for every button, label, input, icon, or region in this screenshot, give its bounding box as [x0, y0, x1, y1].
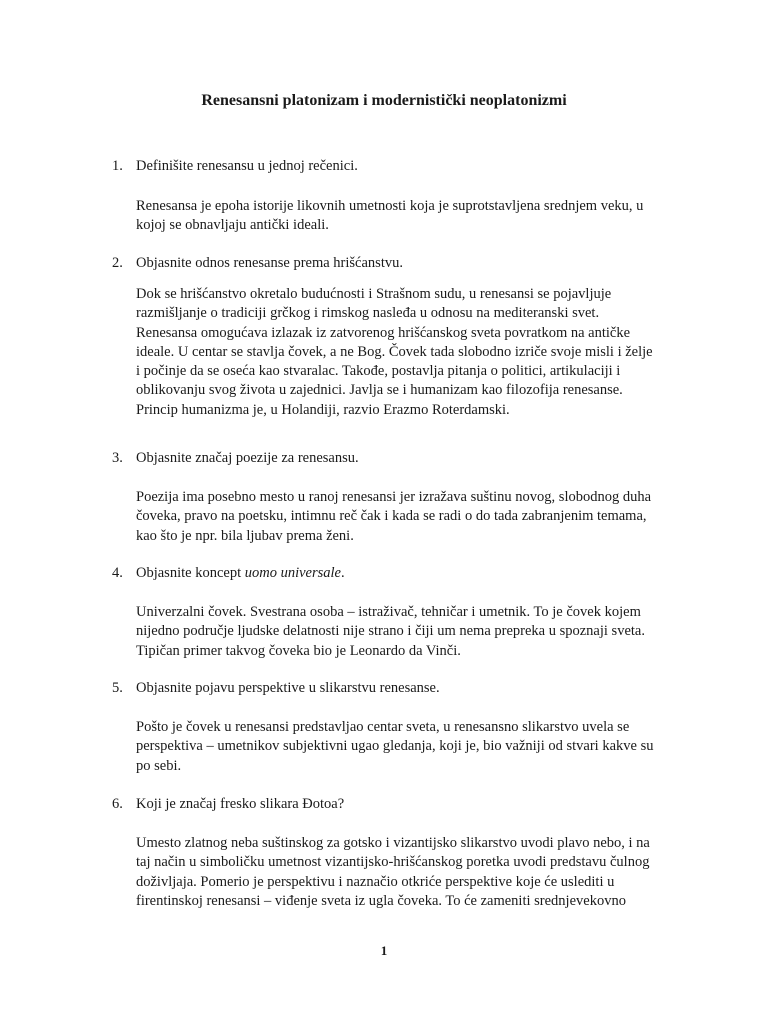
- question-text-end: .: [340, 565, 345, 581]
- question-number: 2.: [112, 255, 123, 271]
- answer-line: oblikovanju svog života u zajednici. Javlja se i humanizam kao filozofija renesanse.: [136, 382, 623, 399]
- answer-6: [136, 834, 686, 911]
- answer-1: [136, 197, 686, 236]
- answer-line: Poezija ima posebno mesto u ranoj renesansi jer izražava suštinu novog, slobodnog duha: [136, 489, 652, 505]
- answer-line: Tipičan primer takvog čoveka bio je Leonardo da Vinči.: [136, 642, 461, 659]
- answer-line: razmišljanje o tradiciji grčkog i rimskog nasleđa u odnosu na mediteranski svet.: [136, 305, 600, 322]
- answer-line: kao što je npr. bila ljubav prema ženi.: [136, 527, 354, 544]
- answer-line: Renesansa omogućava izlazak iz zatvorenog hrišćanskog sveta povratkom na antičke: [136, 324, 631, 341]
- question-text: Objasnite značaj poezije za renesansu.: [136, 450, 359, 466]
- answer-line: perspektiva – umetnikov subjektivni ugao gledanja, koji je, bio važniji od stvari kakve su: [136, 738, 654, 755]
- question-number: 4.: [112, 565, 123, 581]
- answer-4: [136, 603, 686, 661]
- question-number: 5.: [112, 680, 123, 696]
- answer-line: po sebi.: [136, 757, 182, 774]
- question-text-italic: uomo universale: [244, 565, 341, 581]
- answer-line: ideale. U centar se stavlja čovek, a ne Bog. Čovek tada slobodno izriče svoje misli i želje: [136, 343, 653, 360]
- question-number: 1.: [112, 158, 123, 174]
- answer-line: i počinje da se oseća kao stvaralac. Takođe, postavlja pitanja o politici, artikulaciji i: [136, 363, 621, 380]
- answer-line: Princip humanizma je, u Holandiji, razvio Erazmo Roterdamski.: [136, 401, 510, 418]
- question-text: Koji je značaj fresko slikara Đotoa?: [136, 796, 345, 812]
- page-title: Renesansni platonizam i modernistički neoplatonizmi: [201, 92, 567, 109]
- question-text: Objasnite odnos renesanse prema hrišćanstvu.: [136, 255, 403, 271]
- answer-line: nijedno područje ljudske delatnosti nije strano i čiji um nema prepreka u spoznaji sveta.: [136, 623, 645, 640]
- answer-3: [136, 488, 686, 546]
- question-number: 3.: [112, 450, 123, 466]
- answer-line: taj način u simboličku umetnost vizantijsko-hrišćanskog poretka uvodi predstavu čulnog: [136, 854, 650, 871]
- question-text: Definišite renesansu u jednoj rečenici.: [136, 158, 358, 174]
- question-text: Objasnite pojavu perspektive u slikarstvu renesanse.: [136, 680, 440, 696]
- answer-line: Pošto je čovek u renesansi predstavljao centar sveta, u renesansno slikarstvo uvela se: [136, 719, 630, 735]
- answer-line: Renesansa je epoha istorije likovnih umetnosti koja je suprotstavljena srednjem veku, u: [136, 198, 644, 214]
- question-text: [136, 565, 345, 582]
- answer-line: Univerzalni čovek. Svestrana osoba – istraživač, tehničar i umetnik. To je čovek kojem: [136, 604, 641, 620]
- answer-line: Umesto zlatnog neba suštinskog za gotsko i vizantijsko slikarstvo uvodi plavo nebo, i na: [136, 835, 650, 851]
- answer-line: kojoj se obnavljaju antički ideali.: [136, 217, 329, 234]
- answer-line: Dok se hrišćanstvo okretalo budućnosti i Strašnom sudu, u renesansi se pojavljuje: [136, 286, 612, 302]
- answer-2: [136, 285, 686, 420]
- question-number: 6.: [112, 796, 123, 812]
- answer-5: [136, 718, 686, 776]
- answer-line: čoveka, pravo na poetsku, intimnu reč čak i kada se radi o do tada zabranjenim temama,: [136, 508, 647, 525]
- answer-line: doživljaja. Pomerio je perspektivu i naznačio otkriće perspektive koje će uslediti u: [136, 873, 615, 890]
- answer-line: firentinskoj renesansi – viđenje sveta iz ugla čoveka. To će zameniti srednjevekovno: [136, 892, 626, 909]
- page-number: 1: [380, 943, 388, 958]
- question-text-plain: Objasnite koncept: [136, 565, 242, 581]
